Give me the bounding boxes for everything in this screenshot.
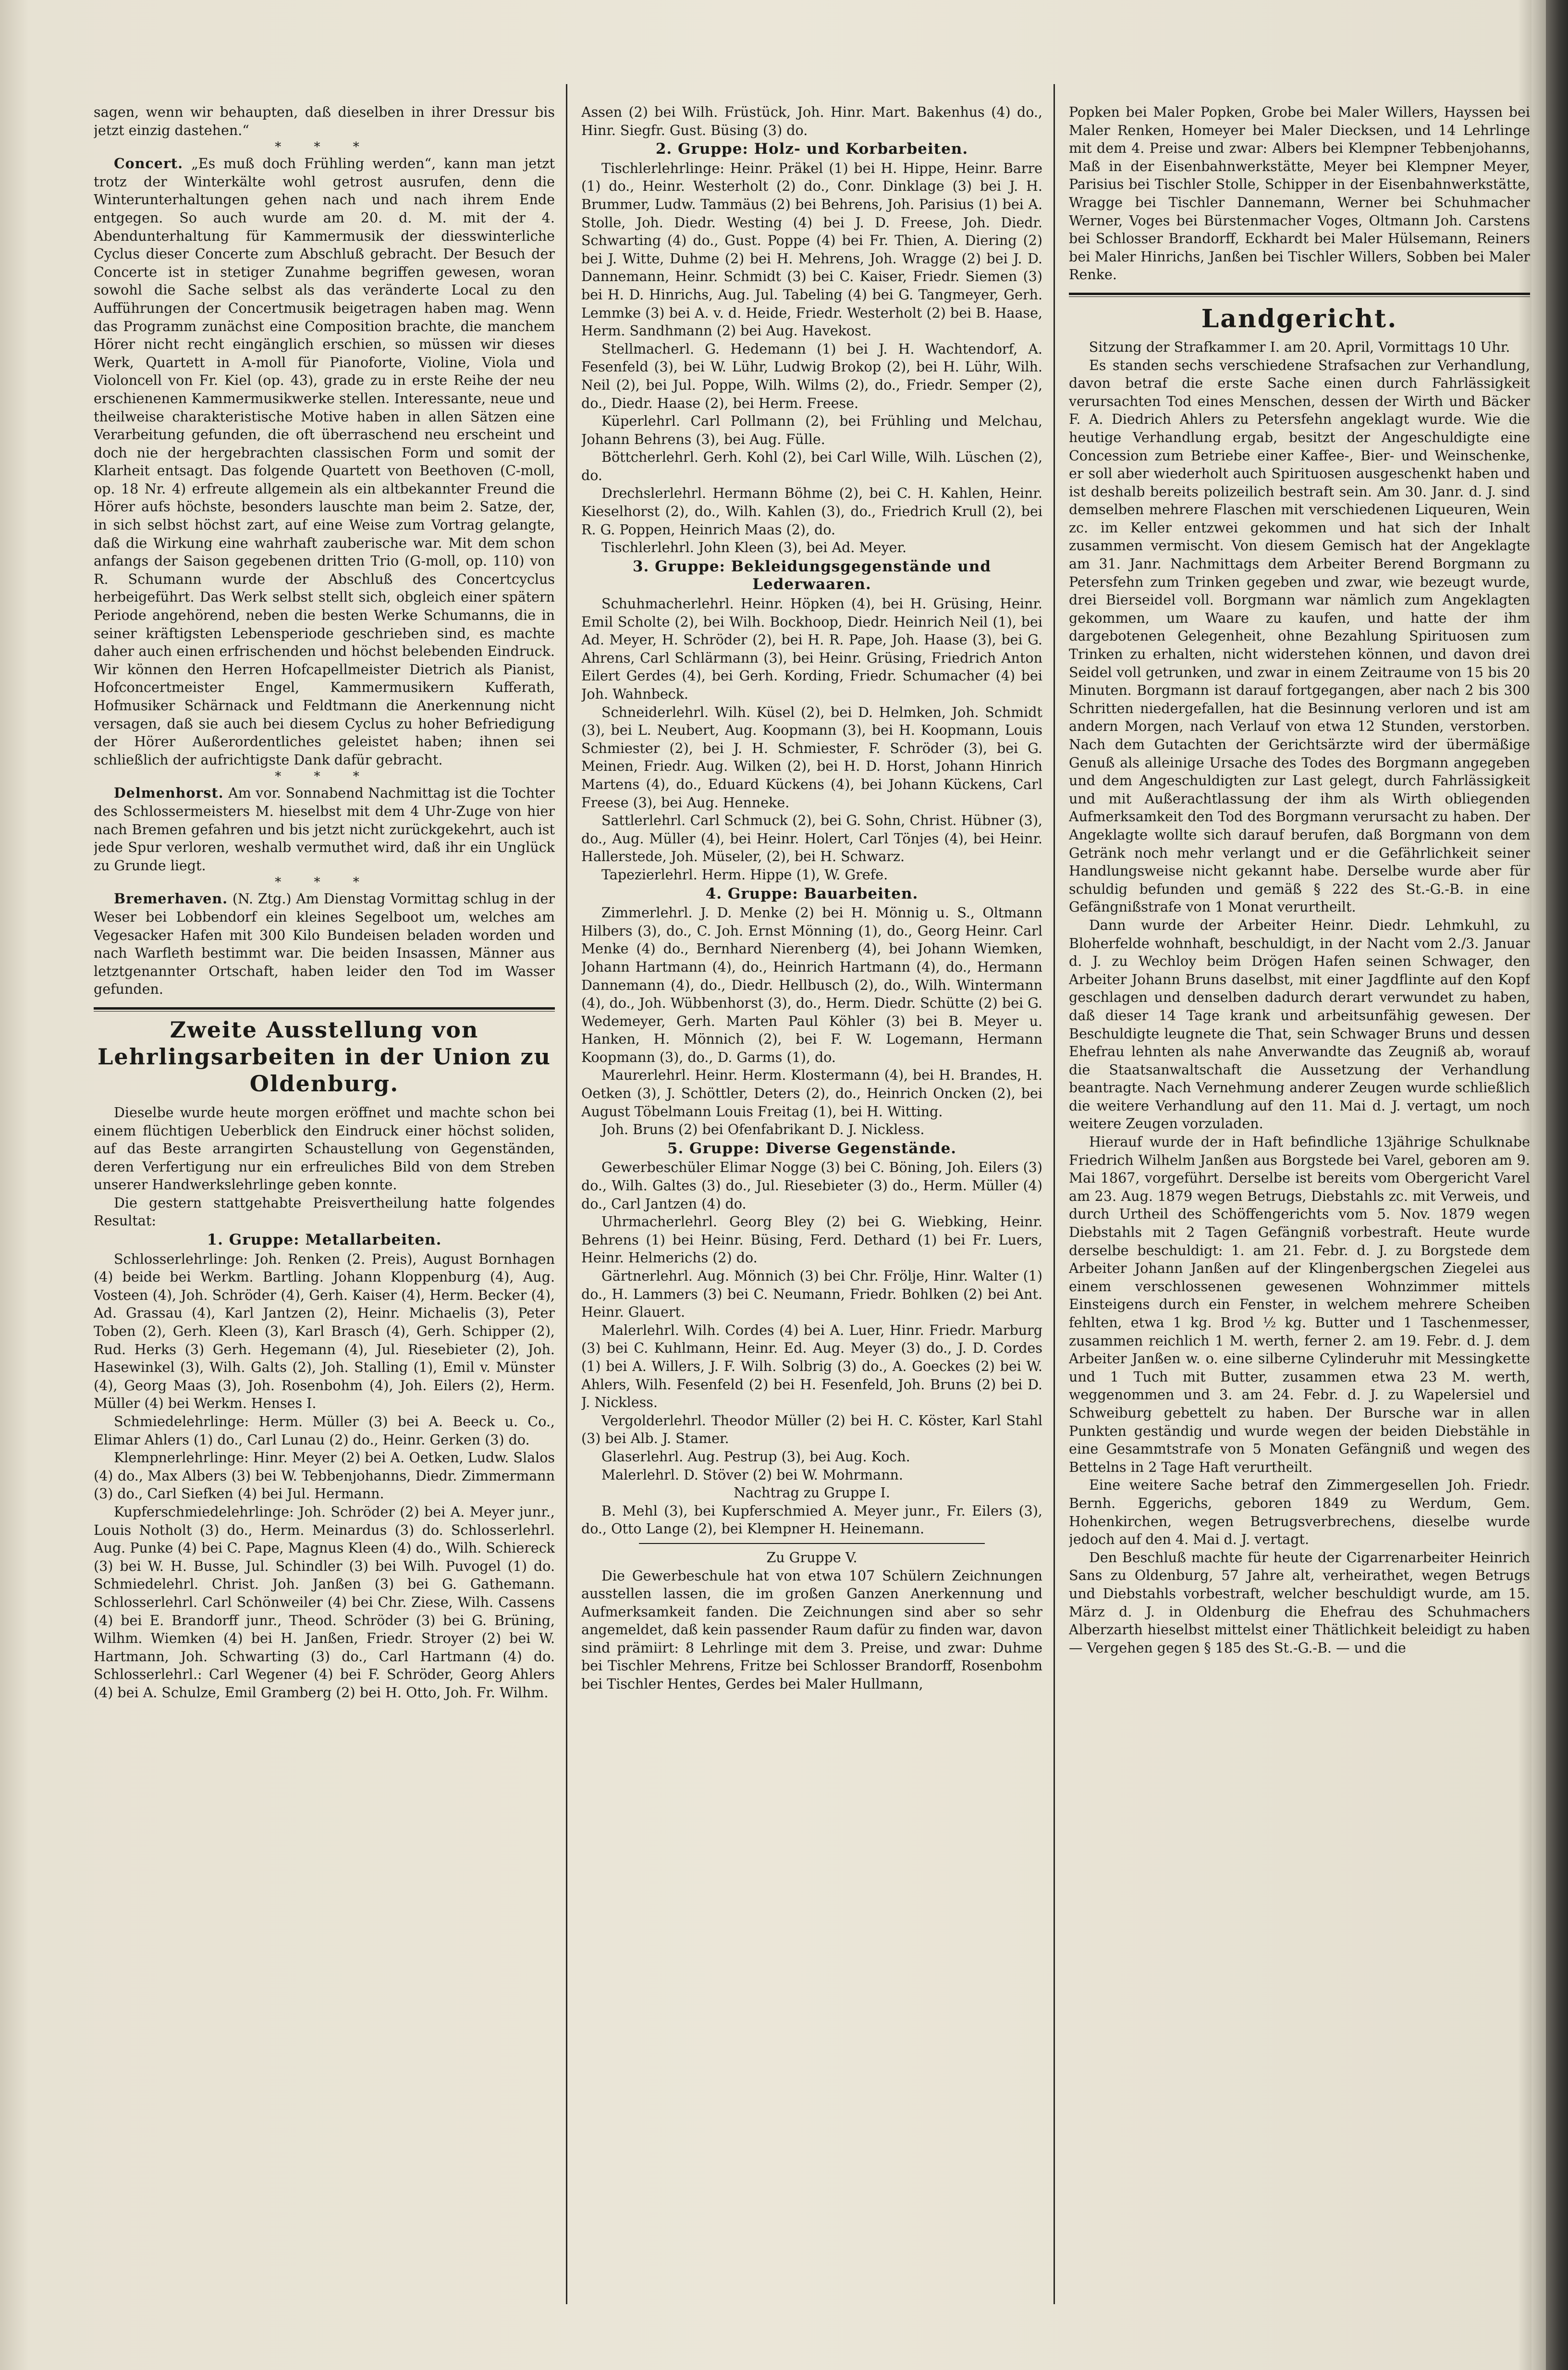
group-1-heading: 1. Gruppe: Metallarbeiten. — [207, 1231, 442, 1249]
group-3-sattler: Sattlerlehrl. Carl Schmuck (2), bei G. Sohn, Christ. Hübner (3), do., Aug. Müller (4), bei Heinr. Holert, Carl Tönjes (4), bei Heinr. Hallerstede, Joh. Müseler, (2), bei H. Schwarz. — [581, 813, 1042, 865]
concert-lead: Concert. — [114, 155, 184, 172]
group-2-drechsler: Drechslerlehrl. Hermann Böhme (2), bei C. H. Kahlen, Heinr. Kieselhorst (2), do., Wilh. Kahlen (3), do., Friedrich Krull (2), bei R. G. Poppen, Heinrich Maas (2), do. — [581, 485, 1042, 538]
group-5-uhrmacher: Uhrmacherlehrl. Georg Bley (2) bei G. Wiebking, Heinr. Behrens (1) bei Heinr. Büsing, Ferd. Dethard (1) bei Fr. Luers, Heinr. Helmerichs (2) do. — [581, 1214, 1042, 1266]
exhibition-intro: Dieselbe wurde heute morgen eröffnet und machte schon bei einem flüchtigen Ueberblick den Eindruck einer höchst soliden, auf das Beste arrangirten Schaustellung von Gegenständen, deren Verfertigung nur ein erfreuliches Bild von dem Streben unserer Handwerkslehrlinge geben konnte. — [94, 1104, 555, 1193]
case-2: Dann wurde der Arbeiter Heinr. Diedr. Lehmkuhl, zu Bloherfelde wohnhaft, beschuldigt, in der Nacht vom 2./3. Januar d. J. zu Wechloy beim Drögen Hafen seinen Schwager, den Arbeiter Johann Bruns daselbst, mit einer Jagdflinte auf den Kopf geschlagen und denselben dadurch derart verwundet zu haben, daß dieser 14 Tage krank und arbeitsunfähig gewesen. Der Beschuldigte leugnete die That, sein Schwager Bruns und dessen Ehefrau lehnten als nahe Anverwandte das Zeugniß ab, worauf die Staatsanwaltschaft die Aussetzung der Verhandlung beantragte. Nach Vernehmung anderer Zeugen wurde schließlich die weitere Verhandlung auf den 11. Mai d. J. vertagt, um noch weitere Zeugen vorzuladen. — [1069, 917, 1530, 1132]
case-3: Hierauf wurde der in Haft befindliche 13jährige Schulknabe Friedrich Wilhelm Janßen aus Borgstede bei Varel, geboren am 9. Mai 1867, vorgeführt. Derselbe ist bereits vom Obergericht Varel am 23. Aug. 1879 wegen Betrugs, Diebstahls zc. mit Verweis, und durch Urtheil des Schöffengerichts vom 5. Nov. 1879 wegen Diebstahls mit 2 Tagen Gefängniß vorbestraft. Heute wurde derselbe beschuldigt: 1. am 21. Febr. d. J. zu Borgstede dem Arbeiter Johann Janßen auf der Klingenbergschen Ziegelei aus einem verschlossenen gewesenen Wohnzimmer mittels Einsteigens durch ein Fenster, in welchem mehrere Scheiben fehlten, etwa 1 kg. Brod ½ kg. Butter und 1 Taschenmesser, zusammen reichlich 1 M. werth, ferner 2. am 19. Febr. d. J. dem Arbeiter Janßen w. o. eine silberne Cylinderuhr mit Messingkette und 1 Tuch mit Butter, zusammen etwa 23 M. werth, weggenommen und 3. am 24. Febr. d. J. zu Wapelersiel und Schweiburg gebettelt zu haben. Der Bursche war in allen Punkten geständig und wurde wegen der beiden Diebstähle in eine Gesammtstrafe von 5 Monaten Gefängniß und wegen des Bettelns in 2 Tage Haft verurtheilt. — [1069, 1134, 1530, 1475]
group-2-stellmacher: Stellmacherl. G. Hedemann (1) bei J. H. Wachtendorf, A. Fesenfeld (3), bei W. Lühr, Ludwig Brokop (2), bei H. Lühr, Wilh. Neil (2), bei Jul. Poppe, Wilh. Wilms (2), do., Friedr. Semper (2), do., Diedr. Haase (2), bei Herm. Freese. — [581, 341, 1042, 411]
book-binding — [1546, 0, 1568, 2370]
group-5-maler: Malerlehrl. Wilh. Cordes (4) bei A. Luer, Hinr. Friedr. Marburg (3) bei C. Kuhlmann, Heinr. Ed. Aug. Meyer (3) do., J. D. Cordes (1) bei A. Willers, J. F. Wilh. Solbrig (3) do., A. Goeckes (2) bei W. Ahlers, Wilh. Fesenfeld (2) bei H. Fesenfeld, Joh. Bruns (2) bei D. J. Nickless. — [581, 1322, 1042, 1411]
group-4-maurer: Maurerlehrl. Heinr. Herm. Klostermann (4), bei H. Brandes, H. Oetken (3), J. Schöttler, Deters (2), do., Heinrich Oncken (2), bei August Töbelmann Louis Freitag (1), bei H. Witting. — [581, 1067, 1042, 1120]
group-5-heading: 5. Gruppe: Diverse Gegenstände. — [667, 1139, 957, 1157]
group-1-klempner: Klempnerlehrlinge: Hinr. Meyer (2) bei A. Oetken, Ludw. Slalos (4) do., Max Albers (3) bei W. Tebbenjohanns, Diedr. Zimmermann (3) do., Carl Siefken (4) bei Jul. Hermann. — [94, 1450, 555, 1502]
article-bremerhaven — [94, 890, 555, 999]
column-2 — [581, 103, 1042, 2285]
group-5-gewerbe: Gewerbeschüler Elimar Nogge (3) bei C. Böning, Joh. Eilers (3) do., Wilh. Galtes (3) do., Jul. Riesebieter (3) do., Herm. Müller (4) do., Carl Jantzen (4) do. — [581, 1160, 1042, 1212]
zu-gruppe-5-heading: Zu Gruppe V. — [766, 1549, 858, 1566]
case-5: Den Beschluß machte für heute der Cigarrenarbeiter Heinrich Sans zu Oldenburg, 57 Jahre alt, verheirathet, wegen Betrugs und Diebstahls vorbestraft, welcher beschuldigt wurde, am 15. März d. J. in Oldenburg die Ehefrau des Schuhmachers Alberzarth hieselbst mittelst einer Thätlichkeit beleidigt zu haben — Vergehen gegen § 185 des St.-G.-B. — und die — [1069, 1549, 1530, 1656]
group-4-zimmer: Zimmerlehrl. J. D. Menke (2) bei H. Mönnig u. S., Oltmann Hilbers (3), do., C. Joh. Ernst Mönning (1), do., Georg Heinr. Carl Menke (4) do., Bernhard Nierenberg (4), bei Johann Wiemken, Johann Hartmann (4), do., Heinrich Hartmann (4), do., Hermann Dannemann (4), do., Diedr. Hellbusch (2), do., Wilh. Wintermann (4), do., Joh. Wübbenhorst (3), do., Herm. Diedr. Schütte (2) bei G. Wedemeyer, Gerh. Marten Paul Köhler (3) bei B. Meyer u. Hanken, H. Mönnich (2), bei F. W. Logemann, Hermann Koopmann (3), do., D. Garms (1), do. — [581, 905, 1042, 1065]
column-rule-2 — [1054, 84, 1055, 2304]
landgericht-heading: Landgericht. — [1201, 304, 1398, 333]
section-rule — [1069, 293, 1530, 297]
delmenhorst-text: Am vor. Sonnabend Nachmittag ist die Tochter des Schlossermeisters M. hieselbst mit dem 4 Uhr-Zuge von hier nach Bremen gefahren und bis jetzt nicht zurückgekehrt, auch ist jede Spur verloren, weshalb vermuthet wird, daß ihr ein Unglück zu Grunde liegt. — [94, 785, 555, 874]
group-4-ofen: Joh. Bruns (2) bei Ofenfabrikant D. J. Nickless. — [601, 1122, 925, 1138]
section-rule — [94, 1007, 555, 1012]
column-3 — [1069, 103, 1530, 2285]
column-rule-1 — [566, 84, 567, 2304]
paragraph-intro: sagen, wenn wir behaupten, daß dieselben in ihrer Dressur bis jetzt einzig dastehen.“ — [94, 104, 555, 138]
separator-stars: * * * — [275, 140, 374, 155]
newspaper-page — [72, 84, 1530, 2304]
group-2-boettcher: Böttcherlehrl. Gerh. Kohl (2), bei Carl Wille, Wilh. Lüschen (2), do. — [581, 449, 1042, 483]
group-3-schneider: Schneiderlehrl. Wilh. Küsel (2), bei D. Helmken, Joh. Schmidt (3), bei L. Neubert, Aug. Koopmann (3), bei H. Koopmann, Louis Schmiester (2), bei J. H. Schmiester, F. Schröder (3), bei G. Meinen, Friedr. Aug. Wilken (2), bei H. D. Horst, Johann Hinrich Martens (4), do., Eduard Kückens (4), bei Johann Kückens, Carl Freese (3), bei Aug. Henneke. — [581, 704, 1042, 811]
zu-gruppe-5-text: Die Gewerbeschule hat von etwa 107 Schülern Zeichnungen ausstellen lassen, die im großen Ganzen Anerkennung und Aufmerksamkeit fanden. Die Zeichnungen sind aber so sehr angemeldet, daß kein passender Raum dafür zu finden war, davon sind prämiirt: 8 Lehrlinge mit dem 3. Preise, und zwar: Duhme bei Tischler Mehrens, Fritze bei Schlosser Brandorff, Rosenbohm bei Tischler Hentes, Gerdes bei Maler Hullmann, — [581, 1568, 1042, 1692]
article-concert — [94, 155, 555, 769]
group-3-tapezierer: Tapezierlehrl. Herm. Hippe (1), W. Grefe. — [601, 866, 888, 883]
concert-text: „Es muß doch Frühling werden“, kann man jetzt trotz der Winterkälte wohl getrost ausrufen, denn die Winterunterhaltungen gehen nach und nach ihrem Ende entgegen. So auch wurde am 20. d. M. mit der 4. Abendunterhaltung für Kammermusik der diesswinterliche Cyclus dieser Concerte zum Abschluß gebracht. Der Besuch der Concerte ist in stetiger Zunahme begriffen gewesen, woran sowohl die Sache selbst als das veränderte Local zu den Aufführungen der Concertmusik beigetragen haben mag. Wenn das Programm zunächst eine Composition brachte, die manchem Hörer nicht recht eingänglich erschien, so müssen wir dieses Werk, Quartett in A-moll für Pianoforte, Violine, Viola und Violoncell von Fr. Kiel (op. 43), grade zu in erste Reihe der neu erschienenen Kammermusikwerke stellen. Interessante, neue und theilweise charakteristische Motive haben in allen Sätzen eine Verarbeitung gefunden, die oft überraschend neu erscheint und doch nie der hergebrachten classischen Form und somit der Klarheit entsagt. Das folgende Quartett von Beethoven (C-moll, op. 18 Nr. 4) erfreute allgemein als ein altbekannter Freund die Hörer aufs höchste, besonders lauschte man beim 2. Satze, der, in sich selbst höchst zart, auf eine Weise zum Vortrag gelangte, daß die Wirkung eine wahrhaft zauberische war. Mit dem schon anfangs der Saison gegebenen dritten Trio (G-moll, op. 110) von R. Schumann wurde der Abschluß des Concertcyclus herbeigeführt. Das Werk selbst stellt sich, obgleich einer spätern Periode angehörend, neben die besten Werke Schumanns, die in seiner kräftigsten Lebensperiode geschrieben sind, es machte daher auch einen erfrischenden und höchst belebenden Eindruck. Wir können den Herren Hofcapellmeister Dietrich als Pianist, Hofconcertmeister Engel, Kammermusikern Kufferath, Hofmusiker Schärnack und Feldtmann die Anerkennung nicht versagen, daß sie auch bei diesem Cyclus zu hoher Befriedigung der Hörer Außerordentliches geleistet haben; ihnen sei schließlich der aufrichtigste Dank dafür gebracht. — [94, 156, 555, 768]
group-2-kuefer: Küperlehrl. Carl Pollmann (2), bei Frühling und Melchau, Johann Behrens (3), bei Aug. Fülle. — [581, 413, 1042, 447]
exhibition-prize-intro: Die gestern stattgehabte Preisvertheilung hatte folgendes Resultat: — [94, 1195, 555, 1229]
group-5-glaser: Glaserlehrl. Aug. Pestrup (3), bei Aug. Koch. — [601, 1448, 910, 1465]
short-rule — [639, 1543, 985, 1544]
sitzung-line: Sitzung der Strafkammer I. am 20. April, Vormittags 10 Uhr. — [1089, 339, 1510, 355]
group-2-tischler-2: Tischlerlehrl. John Kleen (3), bei Ad. Meyer. — [601, 540, 907, 556]
group-2-heading: 2. Gruppe: Holz- und Korbarbeiten. — [655, 140, 968, 158]
group-1-schlosser: Schlosserlehrlinge: Joh. Renken (2. Preis), August Bornhagen (4) beide bei Werkm. Bartling. Johann Kloppenburg (4), Aug. Vosteen (4), Joh. Schröder (4), Gerh. Kaiser (4), Herm. Becker (4), Ad. Grassau (4), Karl Jantzen (2), Heinr. Michaelis (3), Peter Toben (2), Gerh. Kleen (3), Karl Brasch (4), Gerh. Schipper (2), Rud. Herks (3) Gerh. Hegemann (4), Jul. Riesebieter (2), Joh. Hasewinkel (3), Wilh. Galts (2), Joh. Stalling (1), Emil v. Münster (4), Georg Maas (3), Joh. Rosenbohm (4), Joh. Eilers (2), Herm. Müller (4) bei Werkm. Henses I. — [94, 1251, 555, 1412]
nachtrag-heading: Nachtrag zu Gruppe I. — [734, 1485, 890, 1501]
group-3-schuhmacher: Schuhmacherlehrl. Heinr. Höpken (4), bei H. Grüsing, Heinr. Emil Scholte (2), bei Wilh. Bockhoop, Diedr. Heinrich Neil (1), bei Ad. Meyer, H. Schröder (2), bei H. R. Pape, Joh. Haase (3), bei G. Ahrens, Carl Schlärmann (3), bei Heinr. Grüsing, Friedrich Anton Eilert Gerdes (4), bei Gerh. Kording, Friedr. Schumacher (4) bei Joh. Wahnbeck. — [581, 596, 1042, 702]
bremerhaven-text: (N. Ztg.) Am Dienstag Vormittag schlug in der Weser bei Lobbendorf ein kleines Segelboot um, welches am Vegesacker Hafen mit 300 Kilo Bundeisen beladen worden und nach Warfleth bestimmt war. Die beiden Insassen, Männer aus letztgenannter Ortschaft, haben leider den Tod im Wasser gefunden. — [94, 891, 555, 998]
column-3-continuation: Popken bei Maler Popken, Grobe bei Maler Willers, Hayssen bei Maler Renken, Homeyer bei Maler Diecksen, und 14 Lehrlinge mit dem 4. Preise und zwar: Albers bei Klempner Tebbenjohanns, Maß in der Eisenbahnwerkstätte, Meyer bei Klempner Meyer, Parisius bei Tischler Stolle, Schipper in der Eisenbahnwerkstätte, Wragge bei Tischler Dannemann, Werner bei Schuhmacher Werner, Voges bei Bürstenmacher Voges, Oltmann Joh. Carstens bei Schlosser Brandorff, Eckhardt bei Maler Hülsemann, Reiners bei Maler Hinrichs, Janßen bei Tischler Willers, Sobben bei Maler Renke. — [1069, 104, 1530, 283]
column-2-continuation: Assen (2) bei Wilh. Früstück, Joh. Hinr. Mart. Bakenhus (4) do., Hinr. Siegfr. Gust. Büsing (3) do. — [581, 104, 1042, 138]
bremerhaven-lead: Bremerhaven. — [114, 890, 228, 907]
page-edge — [1531, 0, 1546, 2370]
group-1-kupferschmiede: Kupferschmiedelehrlinge: Joh. Schröder (2) bei A. Meyer junr., Louis Notholt (3) do., Herm. Meinardus (3) do. Schlosserlehrl. Aug. Punke (4) bei C. Pape, Magnus Kleen (4) do., Wilh. Schiereck (3) bei W. H. Busse, Jul. Schindler (3) bei Wilh. Puvogel (1) do. Schmiedelehrl. Christ. Joh. Janßen (3) bei G. Gathemann. Schlosserlehrl. Carl Schönweiler (4) bei Chr. Ziese, Wilh. Cassens (4) bei E. Brandorff junr., Theod. Schröder (3) bei G. Brüning, Wilhm. Wiemken (4) bei H. Janßen, Friedr. Stroyer (2) bei W. Hartmann, Joh. Schwarting (3) do., Carl Hartmann (4) do. Schlosserlehrl.: Carl Wegener (4) bei F. Schröder, Georg Ahlers (4) bei A. Schulze, Emil Gramberg (2) bei H. Otto, Joh. Fr. Wilhm. — [94, 1504, 555, 1701]
group-1-schmiede: Schmiedelehrlinge: Herm. Müller (3) bei A. Beeck u. Co., Elimar Ahlers (1) do., Carl Lunau (2) do., Heinr. Gerken (3) do. — [94, 1414, 555, 1448]
group-3-heading: 3. Gruppe: Bekleidungsgegenstände und Lederwaaren. — [632, 557, 992, 593]
article-delmenhorst — [94, 784, 555, 875]
separator-stars: * * * — [275, 875, 374, 890]
group-4-heading: 4. Gruppe: Bauarbeiten. — [705, 885, 919, 902]
group-5-vergolder: Vergolderlehrl. Theodor Müller (2) bei H. C. Köster, Karl Stahl (3) bei Alb. J. Stamer. — [581, 1412, 1042, 1447]
case-4: Eine weitere Sache betraf den Zimmergesellen Joh. Friedr. Bernh. Eggerichs, geboren 1849 zu Werdum, Gem. Hohenkirchen, wegen Betrugsverbrechens, dieselbe wurde jedoch auf den 4. Mai d. J. vertagt. — [1069, 1477, 1530, 1548]
separator-stars: * * * — [275, 769, 374, 784]
group-5-gaertner: Gärtnerlehrl. Aug. Mönnich (3) bei Chr. Frölje, Hinr. Walter (1) do., H. Lammers (3) bei C. Neumann, Friedr. Bohlken (2) bei Ant. Heinr. Glauert. — [581, 1268, 1042, 1321]
group-5-maler-2: Malerlehrl. D. Stöver (2) bei W. Mohrmann. — [601, 1467, 903, 1483]
exhibition-headline: Zweite Ausstellung von Lehrlingsarbeiten in der Union zu Oldenburg. — [97, 1016, 551, 1097]
column-1 — [94, 103, 555, 2285]
nachtrag-text: B. Mehl (3), bei Kupferschmied A. Meyer junr., Fr. Eilers (3), do., Otto Lange (2), bei Klempner H. Heinemann. — [581, 1503, 1042, 1537]
delmenhorst-lead: Delmenhorst. — [114, 785, 224, 802]
group-2-tischler: Tischlerlehrlinge: Heinr. Präkel (1) bei H. Hippe, Heinr. Barre (1) do., Heinr. Westerholt (2) do., Conr. Dinklage (3) bei J. H. Brummer, Ludw. Tammäus (2) bei Behrens, Joh. Parisius (1) bei A. Stolle, Joh. Diedr. Westing (4) bei J. D. Freese, Joh. Diedr. Schwarting (4) do., Gust. Poppe (4) bei Fr. Thien, A. Diering (2) bei J. Witte, Duhme (2) bei H. Mehrens, Joh. Wragge (2) bei J. D. Dannemann, Heinr. Schmidt (3) bei C. Kaiser, Friedr. Siemen (3) bei H. D. Hinrichs, Aug. Jul. Tabeling (4) bei G. Tangmeyer, Gerh. Lemmke (3) bei A. v. d. Heide, Friedr. Westerholt (2) bei B. Haase, Herm. Sandhmann (2) bei Aug. Havekost. — [581, 160, 1042, 339]
case-1: Es standen sechs verschiedene Strafsachen zur Verhandlung, davon betraf die erste Sache einen durch Fahrlässigkeit verursachten Tod eines Menschen, dessen der Wirth und Bäcker F. A. Diedrich Ahlers zu Petersfehn angeklagt wurde. Wie die heutige Verhandlung ergab, besitzt der Angeschuldigte eine Concession zum Betriebe einer Kaffee-, Bier- und Weinschenke, er soll aber wiederholt auch Spirituosen ausgeschenkt haben und ist deshalb bereits polizeilich bestraft sein. Am 30. Janr. d. J. sind demselben mehrere Flaschen mit verschiedenen Liqueuren, Wein zc. im Keller entzwei gekommen und hat sich der Inhalt zusammen vermischt. Von diesem Gemisch hat der Angeklagte am 31. Janr. Nachmittags dem Arbeiter Berend Borgmann zu Petersfehn zum Trinken gegeben und zwar, wie bezeugt wurde, drei Bierseidel voll. Borgmann war nämlich zum Angeklagten gekommen, um Waare zu kaufen, und hatte der ihm dargebotenen Gelegenheit, ohne Bezahlung Spirituosen zum Trinken zu erhalten, nicht widerstehen können, und davon drei Seidel voll getrunken, und zwar in einem Zeitraume von 15 bis 20 Minuten. Borgmann ist darauf fortgegangen, aber nach 2 bis 300 Schritten niedergefallen, hat die Besinnung verloren und ist am andern Morgen, nach Verlauf von etwa 12 Stunden, verstorben. Nach dem Gutachten der Gerichtsärzte wird der übermäßige Genuß als alleinige Ursache des Todes des Borgmann angegeben und dem Angeschuldigten zur Last gelegt, durch Fahrlässigkeit und mit Außerachtlassung der ihm als Wirth obliegenden Aufmerksamkeit den Tod des Borgmann verursacht zu haben. Der Angeklagte wollte sich darauf berufen, daß Borgmann von dem Getränk noch mehr verlangt und er die Gefährlichkeit seiner Handlungsweise nicht gekannt habe. Derselbe wurde aber für schuldig befunden und gemäß § 222 des St.-G.-B. in eine Gefängnißstrafe von 1 Monat verurtheilt. — [1069, 357, 1530, 915]
